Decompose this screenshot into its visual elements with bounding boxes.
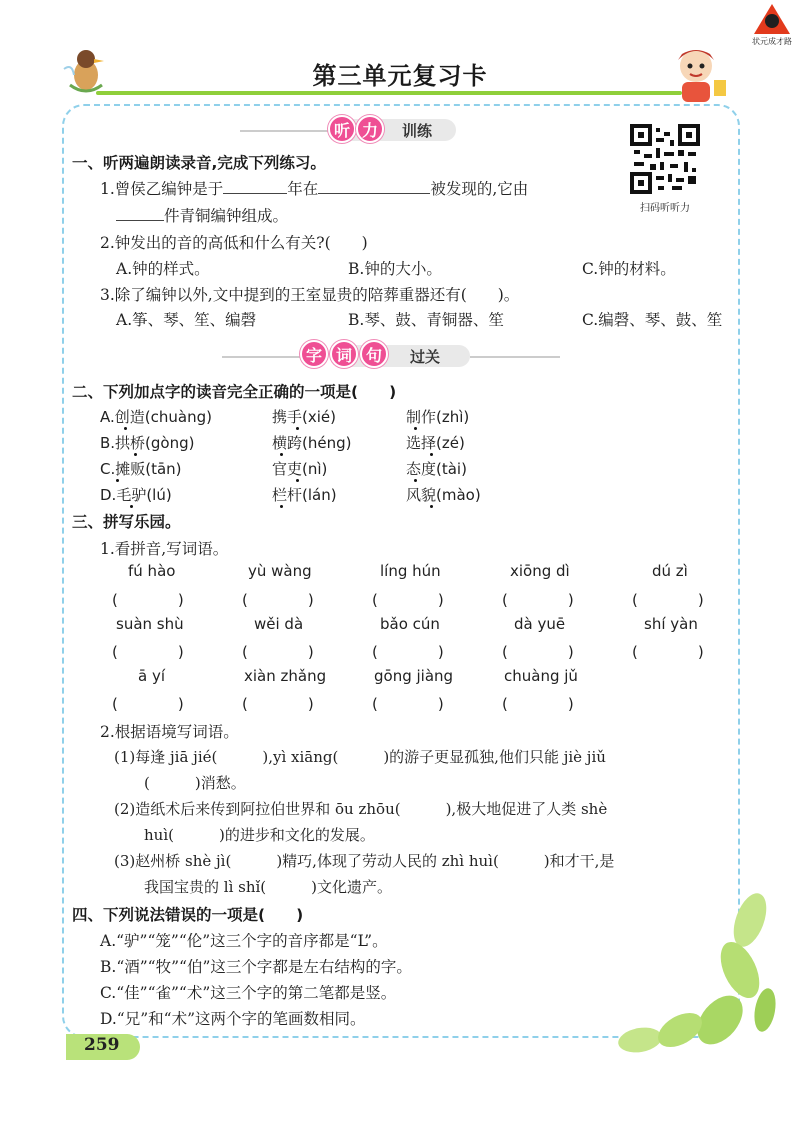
pinyin-1: fú hào [128, 562, 176, 580]
answer-box[interactable]: ( ) [112, 643, 184, 661]
pinyin-4: xiōng dì [510, 562, 570, 580]
context-3-line1[interactable]: (3)赵州桥 shè jì( )精巧,体现了劳动人民的 zhì huì( )和才干,是 [114, 852, 615, 870]
answer-box[interactable]: ( ) [632, 591, 704, 609]
q4-opt-b[interactable]: B.“酒”“牧”“伯”这三个字都是左右结构的字。 [100, 958, 412, 976]
words-badge-3: 句 [360, 340, 388, 368]
q2-d-2: 栏杆(lán) [272, 486, 337, 504]
context-1-line1[interactable]: (1)每逢 jiā jié( ),yì xiāng( )的游子更显孤独,他们只能 jiè jiǔ [114, 748, 606, 766]
answer-box[interactable]: ( ) [242, 591, 314, 609]
q3-sub2: 2.根据语境写词语。 [100, 723, 239, 741]
q4-opt-a[interactable]: A.“驴”“笼”“伦”这三个字的音序都是“L”。 [100, 932, 388, 950]
pinyin-6: suàn shù [116, 615, 184, 633]
answer-box[interactable]: ( ) [242, 695, 314, 713]
q1-s3-opt-b[interactable]: B.琴、鼓、青铜器、笙 [348, 311, 504, 329]
q4-opt-d[interactable]: D.“兄”和“术”这两个字的笔画数相同。 [100, 1010, 366, 1028]
logo-text: 状元成才路 [752, 37, 792, 46]
context-2-line1[interactable]: (2)造纸术后来传到阿拉伯世界和 ōu zhōu( ),极大地促进了人类 shè [114, 800, 608, 818]
pinyin-5: dú zì [652, 562, 688, 580]
q2-heading: 二、下列加点字的读音完全正确的一项是( ) [72, 383, 397, 401]
words-badge-2: 词 [330, 340, 358, 368]
q2-a-1[interactable]: A.创造(chuàng) [100, 408, 212, 426]
q1-s1-a: 1.曾侯乙编钟是于 [100, 180, 224, 198]
emphasis-dot [130, 505, 133, 508]
answer-box[interactable]: ( ) [502, 695, 574, 713]
context-3-line2[interactable]: 我国宝贵的 lì shǐ( )文化遗产。 [144, 878, 392, 896]
q1-s3: 3.除了编钟以外,文中提到的王室显贵的陪葬重器还有( )。 [100, 286, 520, 304]
q4-opt-c[interactable]: C.“佳”“雀”“术”这三个字的第二笔都是竖。 [100, 984, 397, 1002]
q2-c-3: 态度(tài) [406, 460, 467, 478]
emphasis-dot [430, 505, 433, 508]
q2-b-2: 横跨(héng) [272, 434, 352, 452]
q1-s1-line2 [116, 204, 288, 226]
page-title: 第三单元复习卡 [312, 62, 488, 90]
banner-line-left [240, 130, 336, 132]
q1-s2-opt-b[interactable]: B.钟的大小。 [348, 260, 442, 278]
publisher-logo [748, 4, 796, 50]
listening-badge-1: 听 [328, 115, 356, 143]
emphasis-dot [124, 427, 127, 430]
q1-s2-opt-a[interactable]: A.钟的样式。 [116, 260, 210, 278]
q1-s1 [100, 177, 528, 199]
context-2-line2[interactable]: huì( )的进步和文化的发展。 [144, 826, 375, 844]
q2-d-3: 风貌(mào) [406, 486, 481, 504]
q2-c-1[interactable]: C.摊贩(tān) [100, 460, 182, 478]
listening-badge-2: 力 [356, 115, 384, 143]
answer-box[interactable]: ( ) [112, 695, 184, 713]
answer-box[interactable]: ( ) [372, 643, 444, 661]
q3-sub1: 1.看拼音,写词语。 [100, 540, 229, 558]
qr-caption: 扫码听听力 [640, 203, 690, 214]
answer-box[interactable]: ( ) [372, 591, 444, 609]
pinyin-7: wěi dà [254, 615, 304, 633]
q1-s2-opt-c[interactable]: C.钟的材料。 [582, 260, 676, 278]
pinyin-3: líng hún [380, 562, 441, 580]
q2-c-2: 官吏(nì) [272, 460, 328, 478]
emphasis-dot [280, 453, 283, 456]
emphasis-dot [296, 479, 299, 482]
q1-s2: 2.钟发出的音的高低和什么有关?( ) [100, 234, 368, 252]
answer-box[interactable]: ( ) [242, 643, 314, 661]
q2-b-1[interactable]: B.拱桥(gòng) [100, 434, 195, 452]
pinyin-13: gōng jiàng [374, 667, 454, 685]
page-number: 259 [84, 1035, 120, 1055]
pinyin-12: xiàn zhǎng [244, 667, 327, 685]
pinyin-11: ā yí [138, 667, 166, 685]
context-1-line2[interactable]: ( )消愁。 [144, 774, 246, 792]
q1-s3-opt-a[interactable]: A.筝、琴、笙、编磬 [116, 311, 257, 329]
emphasis-dot [414, 427, 417, 430]
pinyin-8: bǎo cún [380, 615, 440, 633]
pinyin-14: chuàng jǔ [504, 667, 578, 685]
q2-a-3: 制作(zhì) [406, 408, 470, 426]
banner-line-right-2 [470, 356, 560, 358]
q4-heading: 四、下列说法错误的一项是( ) [72, 906, 304, 924]
leaf-decoration [580, 880, 780, 1060]
title-underline [96, 91, 682, 95]
banner-line-left-2 [222, 356, 302, 358]
answer-box[interactable]: ( ) [502, 643, 574, 661]
blank-place[interactable] [318, 193, 430, 194]
pinyin-10: shí yàn [644, 615, 698, 633]
blank-year[interactable] [223, 193, 287, 194]
emphasis-dot [296, 427, 299, 430]
answer-box[interactable]: ( ) [372, 695, 444, 713]
pinyin-2: yù wàng [248, 562, 312, 580]
emphasis-dot [134, 453, 137, 456]
q1-s1-b: 年在 [287, 180, 319, 198]
emphasis-dot [430, 453, 433, 456]
q1-s3-opt-c[interactable]: C.编磬、琴、鼓、笙 [582, 311, 723, 329]
q2-a-2: 携手(xié) [272, 408, 336, 426]
q3-heading: 三、拼写乐园。 [72, 513, 181, 531]
q2-d-1[interactable]: D.毛驴(lú) [100, 486, 172, 504]
q1-s1-c: 被发现的,它由 [430, 180, 529, 198]
emphasis-dot [116, 479, 119, 482]
answer-box[interactable]: ( ) [632, 643, 704, 661]
listening-label: 训练 [402, 122, 433, 140]
qr-code[interactable] [630, 124, 700, 194]
answer-box[interactable]: ( ) [502, 591, 574, 609]
q1-s1-d: 件青铜编钟组成。 [164, 207, 289, 225]
q2-b-3: 选择(zé) [406, 434, 465, 452]
pinyin-9: dà yuē [514, 615, 566, 633]
blank-count[interactable] [116, 220, 164, 221]
emphasis-dot [280, 505, 283, 508]
words-badge-1: 字 [300, 340, 328, 368]
q1-heading: 一、听两遍朗读录音,完成下列练习。 [72, 154, 326, 172]
emphasis-dot [414, 479, 417, 482]
answer-box[interactable]: ( ) [112, 591, 184, 609]
words-label: 过关 [410, 348, 441, 366]
